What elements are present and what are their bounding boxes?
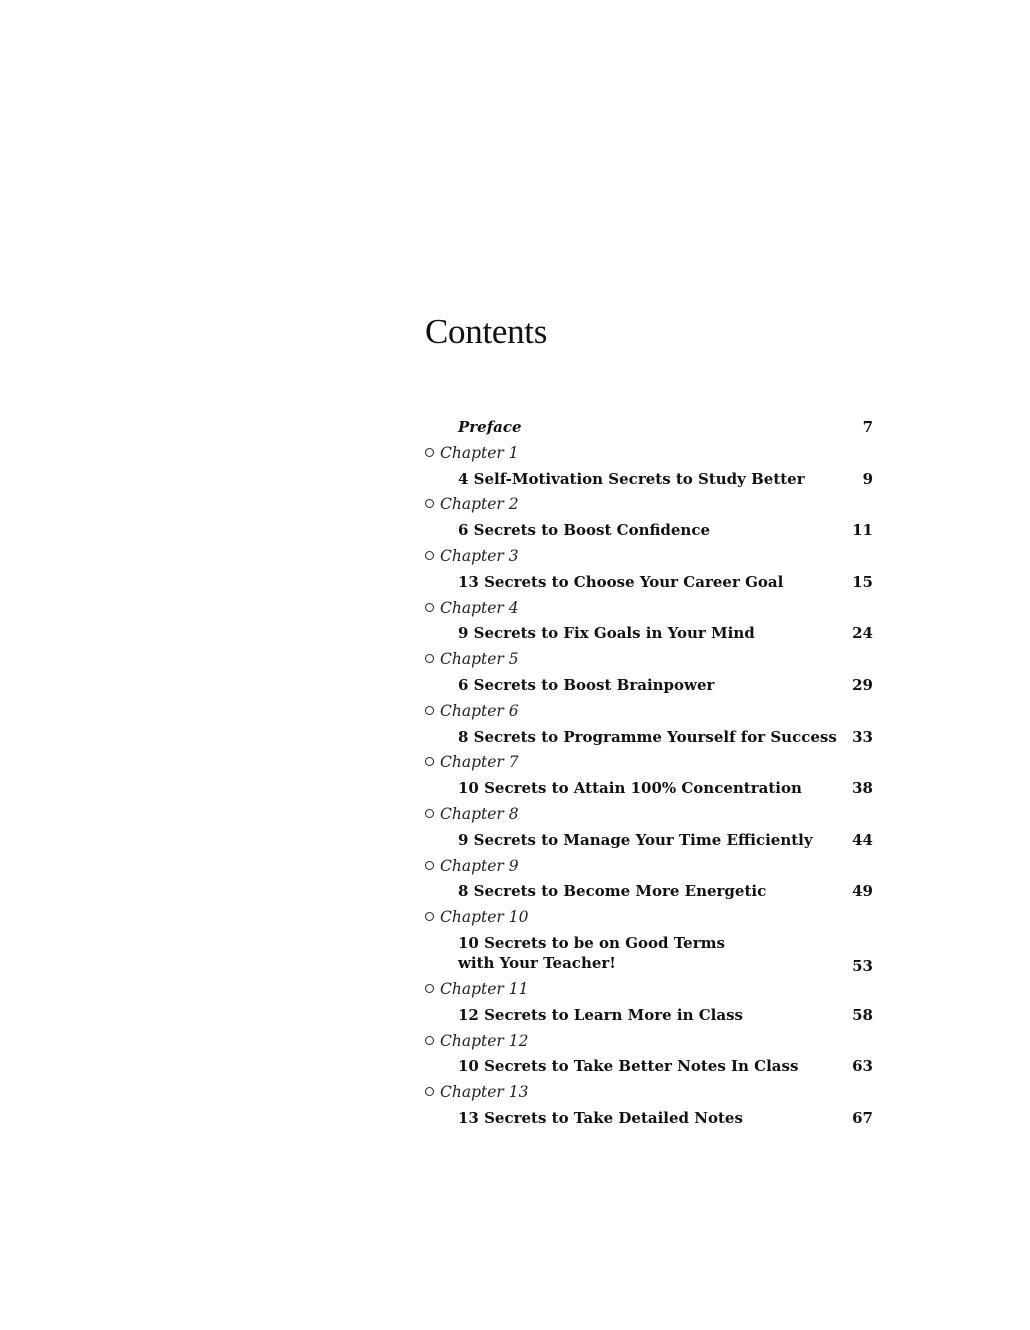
toc-entry[interactable] — [425, 1003, 873, 1029]
toc-page-number: 24 — [852, 624, 873, 643]
toc-page-number: 7 — [862, 418, 873, 436]
chapter-label-row — [425, 647, 873, 673]
toc-entry-title: 8 Secrets to Programme Yourself for Success — [458, 727, 837, 746]
toc-page-number: 63 — [852, 1057, 873, 1076]
toc-page-number: 58 — [852, 1005, 873, 1024]
chapter-label-row — [425, 905, 873, 931]
chapter-label: Chapter 10 — [440, 908, 529, 927]
chapter-label-row — [425, 441, 873, 467]
toc-page-number: 15 — [852, 572, 873, 591]
toc-entry[interactable] — [425, 1054, 873, 1080]
toc-page-number: 9 — [862, 469, 873, 488]
chapter-label-row — [425, 750, 873, 776]
toc-entry-title: 4 Self-Motivation Secrets to Study Better — [458, 469, 805, 488]
bullet-circle-icon — [425, 912, 434, 921]
toc-entry-title: Preface — [458, 418, 522, 436]
chapter-label-row — [425, 1080, 873, 1106]
toc-entry[interactable] — [425, 931, 873, 977]
toc-entry[interactable] — [425, 518, 873, 544]
toc-entry[interactable] — [425, 467, 873, 493]
chapter-label-row — [425, 544, 873, 570]
toc-page-number: 33 — [852, 727, 873, 746]
chapter-label: Chapter 7 — [440, 753, 519, 772]
toc-page-number: 49 — [852, 882, 873, 901]
toc-entry-title: 10 Secrets to Take Better Notes In Class — [458, 1057, 799, 1076]
chapter-label-row — [425, 802, 873, 828]
toc-entry-title: 13 Secrets to Choose Your Career Goal — [458, 572, 784, 591]
toc-page-number: 67 — [852, 1108, 873, 1127]
bullet-circle-icon — [425, 499, 434, 508]
chapter-label: Chapter 8 — [440, 804, 519, 823]
toc-entry[interactable] — [425, 828, 873, 854]
chapter-label: Chapter 6 — [440, 701, 519, 720]
toc-page-number: 29 — [852, 675, 873, 694]
bullet-circle-icon — [425, 448, 434, 457]
chapter-label-row — [425, 977, 873, 1003]
toc-entry-title: 6 Secrets to Boost Confidence — [458, 521, 711, 540]
toc-entry[interactable] — [425, 776, 873, 802]
chapter-label: Chapter 2 — [440, 495, 519, 514]
bullet-circle-icon — [425, 654, 434, 663]
bullet-circle-icon — [425, 984, 434, 993]
toc-entry-title-line-2: with Your Teacher! — [458, 954, 616, 973]
chapter-label-row — [425, 854, 873, 880]
bullet-circle-icon — [425, 603, 434, 612]
toc-entry-title: 9 Secrets to Fix Goals in Your Mind — [458, 624, 755, 643]
chapter-label: Chapter 12 — [440, 1031, 529, 1050]
toc-entry[interactable] — [425, 621, 873, 647]
chapter-label-row — [425, 1029, 873, 1055]
toc-entry[interactable] — [425, 725, 873, 751]
toc-entry[interactable] — [425, 570, 873, 596]
chapter-label-row — [425, 596, 873, 622]
bullet-circle-icon — [425, 551, 434, 560]
chapter-label: Chapter 4 — [440, 598, 519, 617]
toc-entry-title-line-1: 10 Secrets to be on Good Terms — [458, 933, 725, 952]
bullet-circle-icon — [425, 1036, 434, 1045]
toc-entry-title: 10 Secrets to Attain 100% Concentration — [458, 779, 802, 798]
toc-entry-title: 12 Secrets to Learn More in Class — [458, 1005, 743, 1024]
bullet-circle-icon — [425, 861, 434, 870]
toc-entry-preface[interactable] — [425, 415, 873, 441]
chapter-label-row — [425, 492, 873, 518]
bullet-circle-icon — [425, 706, 434, 715]
bullet-circle-icon — [425, 757, 434, 766]
chapter-label: Chapter 3 — [440, 546, 519, 565]
toc-entry-title: 6 Secrets to Boost Brainpower — [458, 675, 715, 694]
toc-page-number: 38 — [852, 779, 873, 798]
chapter-label: Chapter 9 — [440, 856, 519, 875]
toc-entry[interactable] — [425, 1106, 873, 1132]
toc-entry[interactable] — [425, 673, 873, 699]
chapter-label: Chapter 5 — [440, 650, 519, 669]
bullet-circle-icon — [425, 1087, 434, 1096]
toc-entry-title: 8 Secrets to Become More Energetic — [458, 882, 767, 901]
toc-page-number: 11 — [852, 521, 873, 540]
toc-entry[interactable] — [425, 879, 873, 905]
toc-page-number: 44 — [852, 830, 873, 849]
toc-entry-title: 9 Secrets to Manage Your Time Efficiently — [458, 830, 813, 849]
bullet-circle-icon — [425, 809, 434, 818]
chapter-label: Chapter 11 — [440, 979, 529, 998]
toc-entry-title: 13 Secrets to Take Detailed Notes — [458, 1108, 743, 1127]
toc-page-number: 53 — [852, 957, 873, 976]
chapter-label: Chapter 13 — [440, 1083, 529, 1102]
page-title: Contents — [425, 312, 548, 351]
table-of-contents — [425, 415, 873, 1132]
chapter-label-row — [425, 699, 873, 725]
toc-entry-title — [458, 933, 725, 974]
chapter-label: Chapter 1 — [440, 443, 519, 462]
